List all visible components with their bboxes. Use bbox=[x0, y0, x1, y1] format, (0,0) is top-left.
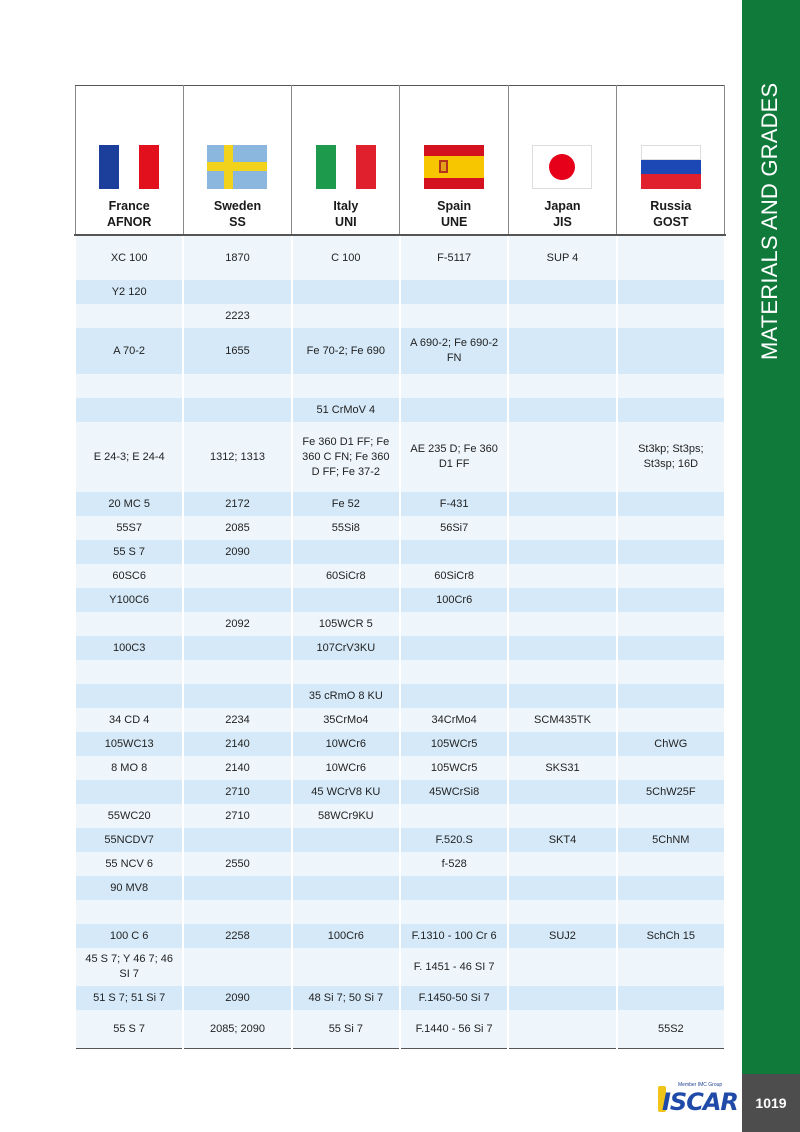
grade-cell bbox=[617, 612, 725, 636]
country-name: Sweden bbox=[213, 199, 262, 213]
table-row bbox=[75, 732, 725, 756]
grade-cell: 2090 bbox=[183, 986, 291, 1010]
grade-cell: 55S2 bbox=[617, 1010, 725, 1049]
grade-cell bbox=[75, 374, 183, 398]
grade-cell: 8 MO 8 bbox=[75, 756, 183, 780]
grade-cell: E 24-3; E 24-4 bbox=[75, 422, 183, 492]
column-header-italy bbox=[292, 86, 400, 236]
table-row bbox=[75, 924, 725, 948]
grade-cell bbox=[508, 516, 616, 540]
grade-cell bbox=[508, 852, 616, 876]
grade-cell bbox=[183, 660, 291, 684]
grade-cell: St3kp; St3ps; St3sp; 16D bbox=[617, 422, 725, 492]
grade-cell bbox=[75, 660, 183, 684]
grade-cell bbox=[508, 986, 616, 1010]
grade-cell: 107CrV3KU bbox=[292, 636, 400, 660]
grade-cell: SchCh 15 bbox=[617, 924, 725, 948]
grade-cell bbox=[508, 948, 616, 986]
grade-cell: Fe 52 bbox=[292, 492, 400, 516]
grade-cell: AE 235 D; Fe 360 D1 FF bbox=[400, 422, 508, 492]
grade-cell: 20 MC 5 bbox=[75, 492, 183, 516]
grade-cell bbox=[292, 304, 400, 328]
grade-cell: 55S7 bbox=[75, 516, 183, 540]
column-header-japan bbox=[508, 86, 616, 236]
grade-cell bbox=[617, 900, 725, 924]
table-row bbox=[75, 986, 725, 1010]
grade-cell: 2140 bbox=[183, 732, 291, 756]
grade-cell bbox=[508, 636, 616, 660]
table-row bbox=[75, 852, 725, 876]
grade-cell: F-431 bbox=[400, 492, 508, 516]
grade-cell bbox=[400, 876, 508, 900]
table-row bbox=[75, 804, 725, 828]
grade-cell bbox=[508, 398, 616, 422]
grade-cell: 55Si8 bbox=[292, 516, 400, 540]
standard-name: AFNOR bbox=[106, 215, 152, 229]
grade-cell: 60SiCr8 bbox=[400, 564, 508, 588]
grade-cell bbox=[292, 280, 400, 304]
grade-cell: 45 S 7; Y 46 7; 46 SI 7 bbox=[75, 948, 183, 986]
grade-cell: 45WCrSi8 bbox=[400, 780, 508, 804]
grade-cell: SKT4 bbox=[508, 828, 616, 852]
russia-flag-icon bbox=[641, 145, 701, 189]
grade-cell: F.1450-50 Si 7 bbox=[400, 986, 508, 1010]
sidebar-title bbox=[742, 0, 800, 380]
grade-cell bbox=[292, 374, 400, 398]
grade-cell bbox=[183, 588, 291, 612]
grade-cell bbox=[183, 564, 291, 588]
grade-cell: Y2 120 bbox=[75, 280, 183, 304]
table-row bbox=[75, 492, 725, 516]
grade-cell bbox=[617, 876, 725, 900]
grade-cell: 10WCr6 bbox=[292, 732, 400, 756]
table-row bbox=[75, 235, 725, 280]
grade-cell: SUJ2 bbox=[508, 924, 616, 948]
standard-name: GOST bbox=[653, 215, 689, 229]
grade-cell: 1312; 1313 bbox=[183, 422, 291, 492]
grade-cell bbox=[617, 986, 725, 1010]
table-row bbox=[75, 900, 725, 924]
grade-cell bbox=[183, 876, 291, 900]
grade-cell: 2258 bbox=[183, 924, 291, 948]
table-row bbox=[75, 636, 725, 660]
grade-cell: 5ChNM bbox=[617, 828, 725, 852]
grade-cell: 2234 bbox=[183, 708, 291, 732]
grade-cell bbox=[508, 422, 616, 492]
grade-cell: 2172 bbox=[183, 492, 291, 516]
column-header-russia bbox=[617, 86, 725, 236]
grade-cell: 5ChW25F bbox=[617, 780, 725, 804]
italy-flag-icon bbox=[316, 145, 376, 189]
table-row bbox=[75, 612, 725, 636]
table-row bbox=[75, 540, 725, 564]
column-header-spain bbox=[400, 86, 508, 236]
grade-cell bbox=[508, 660, 616, 684]
iscar-logo bbox=[656, 1082, 738, 1116]
france-flag-icon bbox=[99, 145, 159, 189]
grade-cell bbox=[617, 636, 725, 660]
grade-cell: 2710 bbox=[183, 780, 291, 804]
grade-cell: SKS31 bbox=[508, 756, 616, 780]
grade-cell: 100Cr6 bbox=[292, 924, 400, 948]
grade-cell bbox=[292, 876, 400, 900]
grade-cell bbox=[292, 948, 400, 986]
grade-cell: 10WCr6 bbox=[292, 756, 400, 780]
grade-cell bbox=[508, 588, 616, 612]
grade-cell: 105WCr5 bbox=[400, 732, 508, 756]
grade-cell: 56Si7 bbox=[400, 516, 508, 540]
grade-cell bbox=[400, 612, 508, 636]
grade-cell: 2085 bbox=[183, 516, 291, 540]
grade-cell bbox=[617, 328, 725, 374]
grade-cell: F. 1451 - 46 SI 7 bbox=[400, 948, 508, 986]
grade-cell bbox=[400, 398, 508, 422]
table-header-row bbox=[75, 86, 725, 236]
grade-cell bbox=[508, 876, 616, 900]
grade-cell bbox=[183, 948, 291, 986]
grade-cell: 34CrMo4 bbox=[400, 708, 508, 732]
standard-name: UNI bbox=[335, 215, 357, 229]
grade-cell: 2140 bbox=[183, 756, 291, 780]
grade-cell bbox=[508, 564, 616, 588]
grade-cell bbox=[75, 304, 183, 328]
grade-cell bbox=[617, 804, 725, 828]
grade-cell bbox=[400, 540, 508, 564]
grade-cell bbox=[75, 900, 183, 924]
grade-cell bbox=[617, 684, 725, 708]
grade-cell bbox=[617, 235, 725, 280]
grade-cell: Fe 70-2; Fe 690 bbox=[292, 328, 400, 374]
grade-cell bbox=[183, 900, 291, 924]
grade-cell: 1655 bbox=[183, 328, 291, 374]
grade-cell: F.1440 - 56 Si 7 bbox=[400, 1010, 508, 1049]
spain-flag-icon bbox=[424, 145, 484, 189]
table-row bbox=[75, 684, 725, 708]
country-name: Russia bbox=[650, 199, 692, 213]
table-row bbox=[75, 422, 725, 492]
grade-cell: 48 Si 7; 50 Si 7 bbox=[292, 986, 400, 1010]
grade-cell: A 690-2; Fe 690-2 FN bbox=[400, 328, 508, 374]
grade-cell: 55NCDV7 bbox=[75, 828, 183, 852]
grade-cell: C 100 bbox=[292, 235, 400, 280]
grade-cell bbox=[508, 780, 616, 804]
grade-cell bbox=[400, 374, 508, 398]
table-row bbox=[75, 588, 725, 612]
grade-cell bbox=[508, 1010, 616, 1049]
table-row bbox=[75, 516, 725, 540]
grade-cell: 60SC6 bbox=[75, 564, 183, 588]
grade-cell bbox=[75, 684, 183, 708]
grade-cell bbox=[400, 684, 508, 708]
grade-cell: XC 100 bbox=[75, 235, 183, 280]
grade-cell: A 70-2 bbox=[75, 328, 183, 374]
grade-cell bbox=[617, 304, 725, 328]
grade-cell bbox=[508, 304, 616, 328]
grade-cell bbox=[617, 374, 725, 398]
grade-cell bbox=[508, 540, 616, 564]
grade-cell: 100Cr6 bbox=[400, 588, 508, 612]
country-name: Japan bbox=[544, 199, 581, 213]
sidebar-title-text: MATERIALS AND GRADES bbox=[757, 82, 782, 360]
standard-name: SS bbox=[229, 215, 246, 229]
grade-cell: 2550 bbox=[183, 852, 291, 876]
grade-cell: 1870 bbox=[183, 235, 291, 280]
grade-cell bbox=[183, 374, 291, 398]
grade-cell: Y100C6 bbox=[75, 588, 183, 612]
grade-cell bbox=[508, 684, 616, 708]
country-name: France bbox=[108, 199, 150, 213]
grade-cell: Fe 360 D1 FF; Fe 360 C FN; Fe 360 D FF; Fe 37-2 bbox=[292, 422, 400, 492]
grade-cell bbox=[400, 280, 508, 304]
grade-cell: 2090 bbox=[183, 540, 291, 564]
table-row bbox=[75, 1010, 725, 1049]
grade-cell: 105WCR 5 bbox=[292, 612, 400, 636]
grade-cell bbox=[508, 492, 616, 516]
grade-cell bbox=[292, 852, 400, 876]
grade-cell: 100 C 6 bbox=[75, 924, 183, 948]
grade-cell bbox=[508, 804, 616, 828]
grade-cell bbox=[183, 684, 291, 708]
grade-cell: 55 Si 7 bbox=[292, 1010, 400, 1049]
country-name: Italy bbox=[333, 199, 359, 213]
table-row bbox=[75, 328, 725, 374]
grade-cell: ChWG bbox=[617, 732, 725, 756]
table-row bbox=[75, 398, 725, 422]
grade-cell: 2092 bbox=[183, 612, 291, 636]
grade-cell: 55 S 7 bbox=[75, 1010, 183, 1049]
grade-cell: 58WCr9KU bbox=[292, 804, 400, 828]
grade-cell: 35CrMo4 bbox=[292, 708, 400, 732]
grade-cell: 51 S 7; 51 Si 7 bbox=[75, 986, 183, 1010]
grade-cell bbox=[75, 612, 183, 636]
grade-cell bbox=[292, 900, 400, 924]
table-row bbox=[75, 708, 725, 732]
grade-cell bbox=[75, 780, 183, 804]
grade-cell bbox=[400, 304, 508, 328]
grade-cell bbox=[75, 398, 183, 422]
grade-cell bbox=[183, 636, 291, 660]
grade-cell bbox=[400, 900, 508, 924]
table-row bbox=[75, 876, 725, 900]
grade-cell: 2085; 2090 bbox=[183, 1010, 291, 1049]
table-row bbox=[75, 660, 725, 684]
sidebar bbox=[742, 0, 800, 1074]
grade-cell bbox=[292, 828, 400, 852]
grade-cell bbox=[183, 398, 291, 422]
grade-cell: 2223 bbox=[183, 304, 291, 328]
grade-cell: 34 CD 4 bbox=[75, 708, 183, 732]
grade-cell: F-5117 bbox=[400, 235, 508, 280]
grade-cell bbox=[400, 660, 508, 684]
grade-cell: 45 WCrV8 KU bbox=[292, 780, 400, 804]
grade-cell: F.520.S bbox=[400, 828, 508, 852]
logo-tagline: Member IMC Group bbox=[678, 1082, 723, 1088]
grade-cell bbox=[183, 280, 291, 304]
grade-cell bbox=[400, 804, 508, 828]
country-name: Spain bbox=[437, 199, 472, 213]
grade-cell bbox=[617, 492, 725, 516]
grade-cell: F.1310 - 100 Cr 6 bbox=[400, 924, 508, 948]
grade-cell bbox=[292, 588, 400, 612]
table-row bbox=[75, 828, 725, 852]
grade-cell: 55 S 7 bbox=[75, 540, 183, 564]
grade-cell bbox=[508, 900, 616, 924]
table-row bbox=[75, 564, 725, 588]
grade-cell: 90 MV8 bbox=[75, 876, 183, 900]
grade-cell: 2710 bbox=[183, 804, 291, 828]
grade-cell: 60SiCr8 bbox=[292, 564, 400, 588]
grade-cell bbox=[617, 756, 725, 780]
grade-cell bbox=[292, 660, 400, 684]
grade-cell bbox=[183, 828, 291, 852]
grade-cell bbox=[617, 540, 725, 564]
grade-cell: 51 CrMoV 4 bbox=[292, 398, 400, 422]
grade-cell bbox=[508, 280, 616, 304]
table-row bbox=[75, 780, 725, 804]
grade-cell bbox=[400, 636, 508, 660]
logo-wordmark: ISCAR bbox=[662, 1088, 738, 1116]
grade-cell: f-528 bbox=[400, 852, 508, 876]
table-row bbox=[75, 280, 725, 304]
column-header-france bbox=[75, 86, 183, 236]
grade-cell bbox=[508, 612, 616, 636]
grade-cell: 55 NCV 6 bbox=[75, 852, 183, 876]
grade-cell bbox=[508, 732, 616, 756]
sweden-flag-icon bbox=[207, 145, 267, 189]
standard-name: JIS bbox=[553, 215, 572, 229]
grade-cell: 105WCr5 bbox=[400, 756, 508, 780]
table-row bbox=[75, 756, 725, 780]
grade-cell: 35 cRmO 8 KU bbox=[292, 684, 400, 708]
grade-cell bbox=[617, 398, 725, 422]
grade-cell bbox=[617, 852, 725, 876]
grade-cell: 55WC20 bbox=[75, 804, 183, 828]
grade-cell bbox=[508, 374, 616, 398]
table-body bbox=[75, 235, 725, 1049]
grade-cell: SCM435TK bbox=[508, 708, 616, 732]
table-row bbox=[75, 948, 725, 986]
column-header-sweden bbox=[183, 86, 291, 236]
grade-cell bbox=[617, 280, 725, 304]
grade-cell bbox=[617, 708, 725, 732]
japan-flag-icon bbox=[532, 145, 592, 189]
grade-cell bbox=[292, 540, 400, 564]
grade-cell bbox=[617, 516, 725, 540]
page-number: 1019 bbox=[742, 1074, 800, 1132]
grade-cell bbox=[617, 564, 725, 588]
grades-table bbox=[74, 85, 726, 1049]
grade-cell bbox=[617, 948, 725, 986]
standard-name: UNE bbox=[440, 215, 468, 229]
table-row bbox=[75, 374, 725, 398]
grade-cell bbox=[617, 660, 725, 684]
grade-cell: SUP 4 bbox=[508, 235, 616, 280]
grade-cell bbox=[508, 328, 616, 374]
table-row bbox=[75, 304, 725, 328]
grade-cell: 100C3 bbox=[75, 636, 183, 660]
grade-cell bbox=[617, 588, 725, 612]
grade-cell: 105WC13 bbox=[75, 732, 183, 756]
